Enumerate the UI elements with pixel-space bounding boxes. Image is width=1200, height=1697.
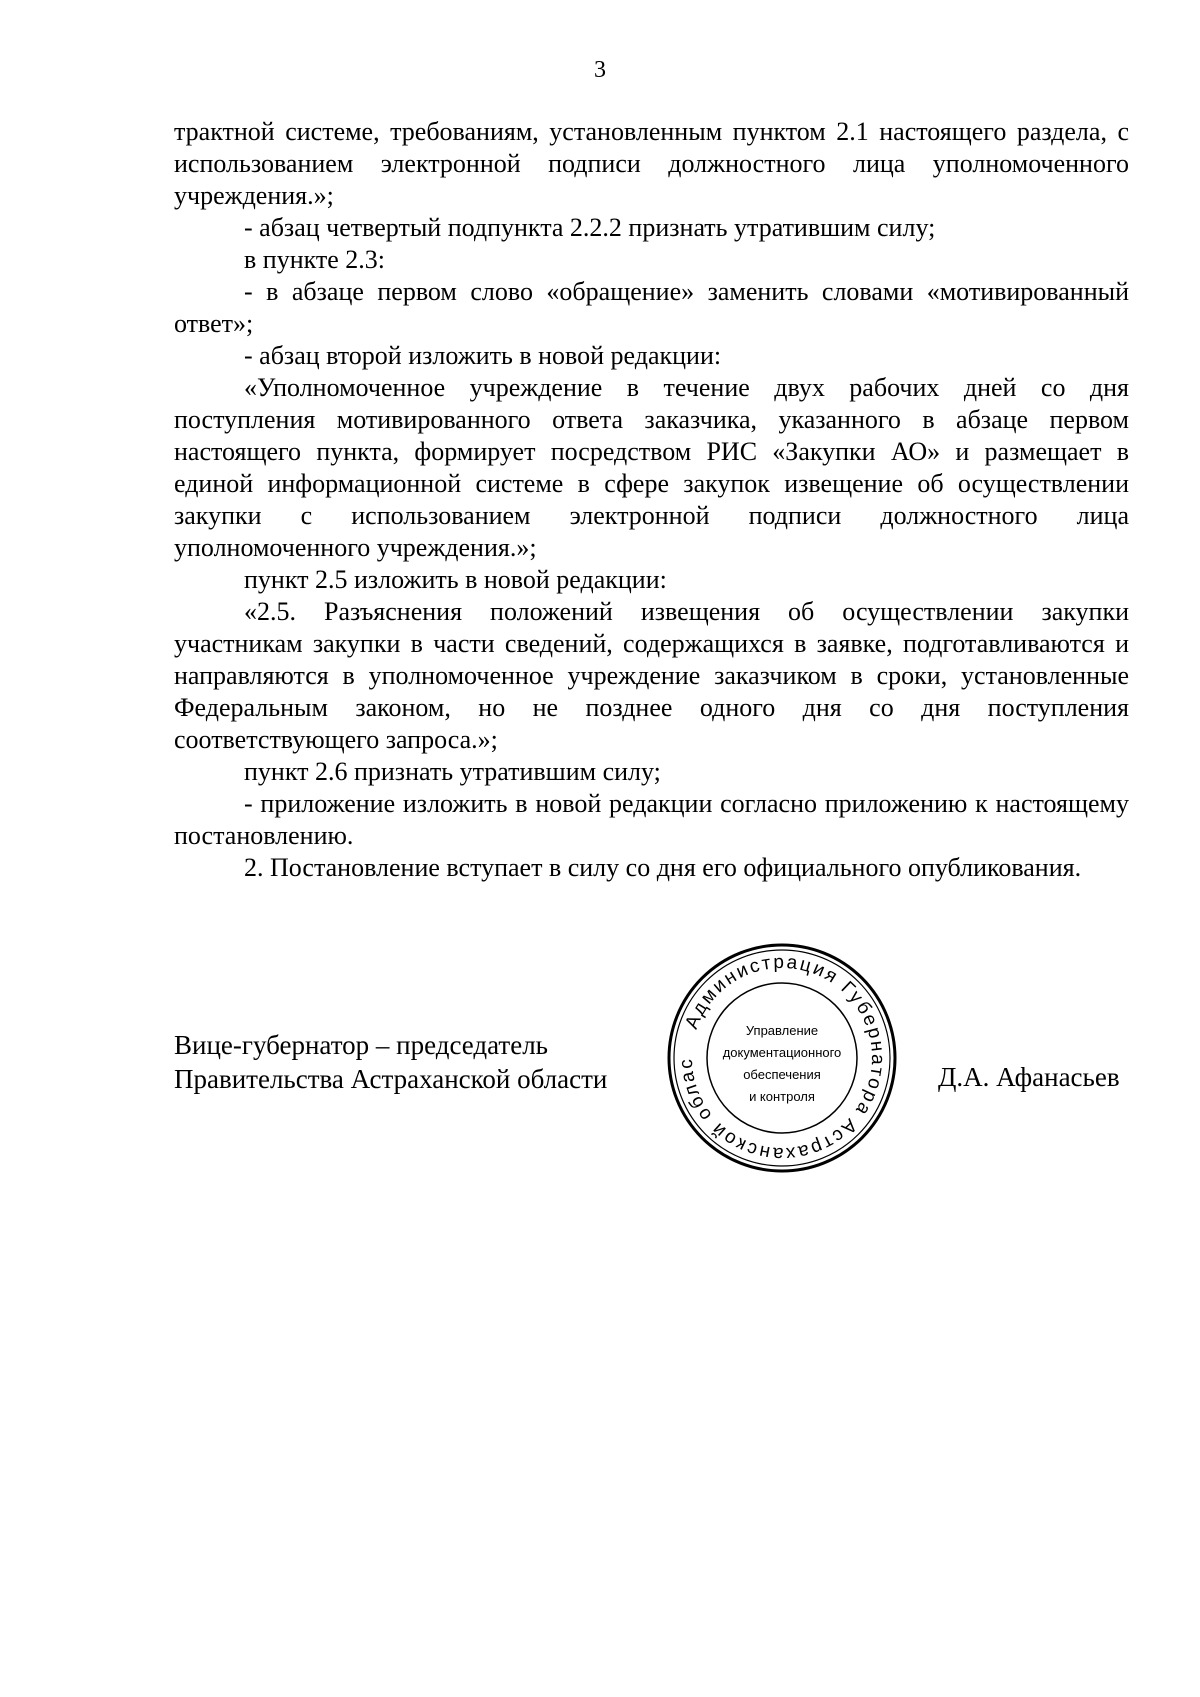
seal-center-line-3: обеспечения (743, 1067, 821, 1082)
paragraph: - абзац четвертый подпункта 2.2.2 признать утратившим силу; (244, 213, 936, 242)
position-line-2: Правительства Астраханской области (174, 1064, 608, 1094)
paragraph-continuation: трактной системе, требованиям, установленным пунктом 2.1 настоящего раздела, с использованием электронной подписи должностного лица уполномоченного учреждения.»; (174, 117, 1129, 210)
signatory-name: Д.А. Афанасьев (938, 1062, 1120, 1092)
paragraph: 2. Постановление вступает в силу со дня его официального опубликования. (244, 853, 1082, 882)
document-body (174, 116, 1129, 884)
signatory-position (174, 1028, 607, 1096)
seal-center-line-1: Управление (745, 1023, 819, 1038)
seal-ring-text: Администрация Губернатора Астраханской облас (675, 951, 889, 1165)
paragraph: пункт 2.6 признать утратившим силу; (244, 757, 661, 786)
paragraph: «Уполномоченное учреждение в течение двух рабочих дней со дня поступления мотивированного ответа заказчика, указанного в абзаце первом настоящего пункта, формирует посредством РИС «Закупки АО» и размещает в единой информационной системе в сфере закупок извещение об осуществлении закупки с использованием электронной подписи должностного лица уполномоченного учреждения.»; (174, 373, 1129, 562)
official-seal (666, 942, 898, 1174)
position-line-1: Вице-губернатор – председатель (174, 1030, 548, 1060)
paragraph: пункт 2.5 изложить в новой редакции: (244, 565, 667, 594)
paragraph: в пункте 2.3: (244, 245, 386, 274)
seal-center-line-4: и контроля (749, 1089, 815, 1104)
paragraph: - в абзаце первом слово «обращение» заменить словами «мотивированный ответ»; (174, 277, 1129, 338)
seal-center-line-2: документационного (722, 1045, 842, 1060)
page-number: 3 (594, 57, 606, 83)
paragraph: - абзац второй изложить в новой редакции: (244, 341, 722, 370)
paragraph: - приложение изложить в новой редакции согласно приложению к настоящему постановлению. (174, 789, 1129, 850)
paragraph: «2.5. Разъяснения положений извещения об осуществлении закупки участникам закупки в части сведений, содержащихся в заявке, подготавливаются и направляются в уполномоченное учреждение заказчиком в сроки, установленные Федеральным законом, но не позднее одного дня со дня поступления соответствующего запроса.»; (174, 597, 1129, 754)
